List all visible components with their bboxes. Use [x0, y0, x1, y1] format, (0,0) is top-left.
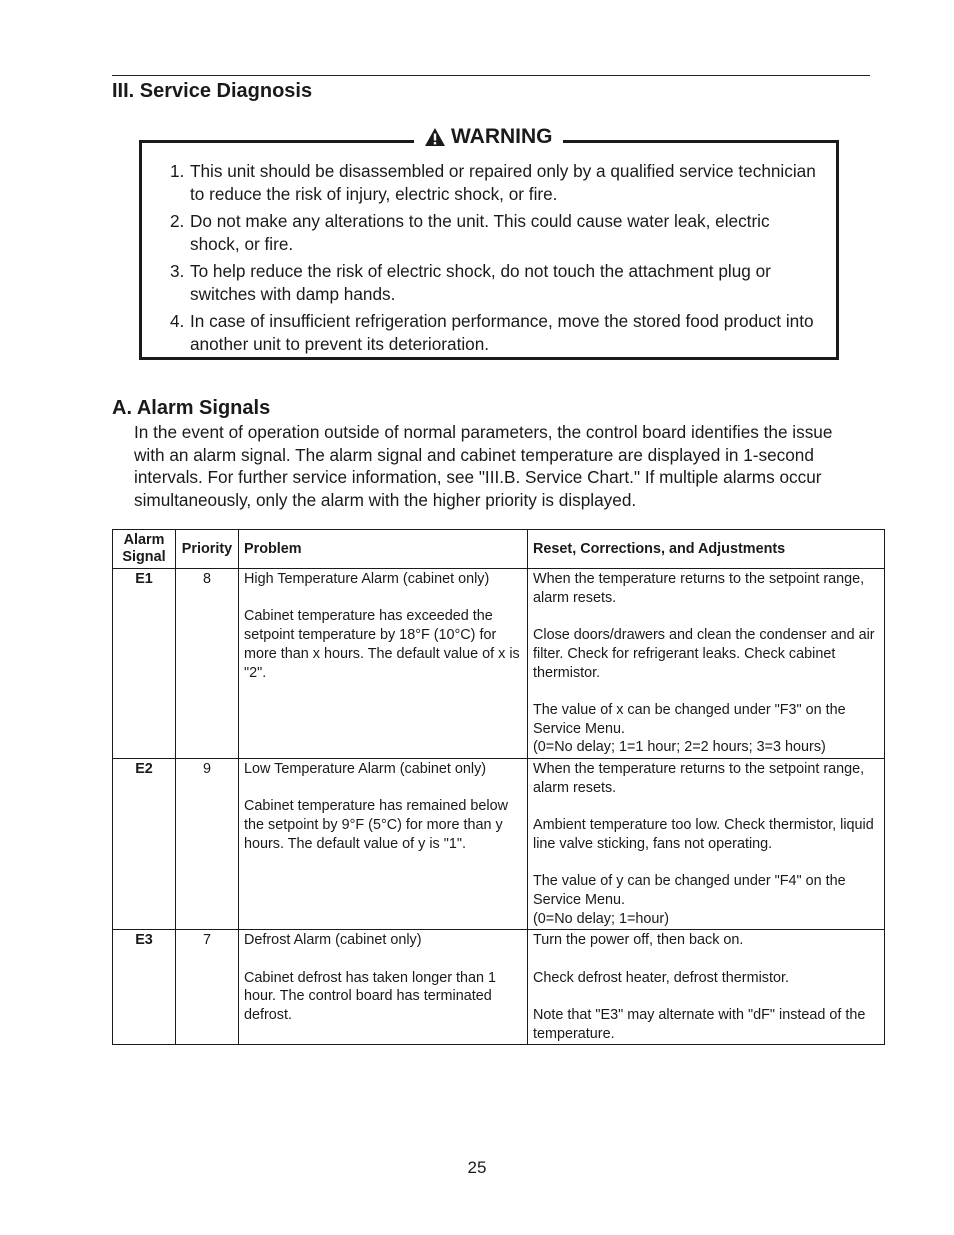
priority-cell: 7 — [176, 930, 239, 1045]
warning-box — [139, 125, 839, 360]
reset-cell: When the temperature returns to the setpoint range, alarm resets. Ambient temperature too low. Check thermistor, liquid line valve sticking, fans not operating. The value of y can be changed under "F4" on the Service Menu. (0=No delay; 1=hour) — [528, 759, 885, 930]
header-priority: Priority — [176, 530, 239, 569]
problem-cell: Low Temperature Alarm (cabinet only) Cabinet temperature has remained below the setpoint by 9°F (5°C) for more than y hours. The default value of y is "1". — [239, 759, 528, 930]
alarm-signal-cell: E2 — [113, 759, 176, 930]
warning-title — [414, 125, 563, 149]
problem-cell: High Temperature Alarm (cabinet only) Cabinet temperature has exceeded the setpoint temperature by 18°F (10°C) for more than x hours. The default value of x is "2". — [239, 569, 528, 759]
table-row — [113, 569, 885, 759]
header-alarm-signal: Alarm Signal — [113, 530, 176, 569]
alarm-signal-cell: E3 — [113, 930, 176, 1045]
alarm-signals-intro: In the event of operation outside of normal parameters, the control board identifies the issue with an alarm signal. The alarm signal and cabinet temperature are displayed in 1-second intervals. For further service information, see "III.B. Service Chart." If multiple alarms occur simultaneously, only the alarm with the higher priority is displayed. — [134, 422, 833, 510]
reset-cell: Turn the power off, then back on. Check defrost heater, defrost thermistor. Note that "E3" may alternate with "dF" instead of the temperature. — [528, 930, 885, 1045]
problem-cell: Defrost Alarm (cabinet only) Cabinet defrost has taken longer than 1 hour. The control board has terminated defrost. — [239, 930, 528, 1045]
reset-cell: When the temperature returns to the setpoint range, alarm resets. Close doors/drawers and clean the condenser and air filter. Check for refrigerant leaks. Check cabinet thermistor. The value of x can be changed under "F3" on the Service Menu. (0=No delay; 1=1 hour; 2=2 hours; 3=3 hours) — [528, 569, 885, 759]
page-number: 25 — [467, 1158, 487, 1177]
warning-item: 1. This unit should be disassembled or repaired only by a qualified service technician to reduce the risk of injury, electric shock, or fire. — [170, 161, 816, 204]
priority-cell: 9 — [176, 759, 239, 930]
warning-item: 4. In case of insufficient refrigeration performance, move the stored food product into another unit to prevent its deterioration. — [170, 311, 814, 354]
table-header-row — [113, 530, 885, 569]
warning-list — [170, 160, 818, 360]
table-row — [113, 930, 885, 1045]
table-row — [113, 759, 885, 930]
alarm-signals-title: A. Alarm Signals — [112, 397, 271, 419]
header-reset: Reset, Corrections, and Adjustments — [528, 530, 885, 569]
warning-item: 2. Do not make any alterations to the unit. This could cause water leak, electric shock, or fire. — [170, 211, 770, 254]
warning-triangle-icon — [424, 127, 446, 147]
header-problem: Problem — [239, 530, 528, 569]
warning-item: 3. To help reduce the risk of electric shock, do not touch the attachment plug or switches with damp hands. — [170, 261, 771, 304]
warning-title-text: WARNING — [451, 125, 553, 148]
priority-cell: 8 — [176, 569, 239, 759]
alarm-table — [112, 529, 885, 1045]
alarm-signal-cell: E1 — [113, 569, 176, 759]
section-title: III. Service Diagnosis — [112, 80, 313, 102]
top-rule — [112, 75, 870, 76]
